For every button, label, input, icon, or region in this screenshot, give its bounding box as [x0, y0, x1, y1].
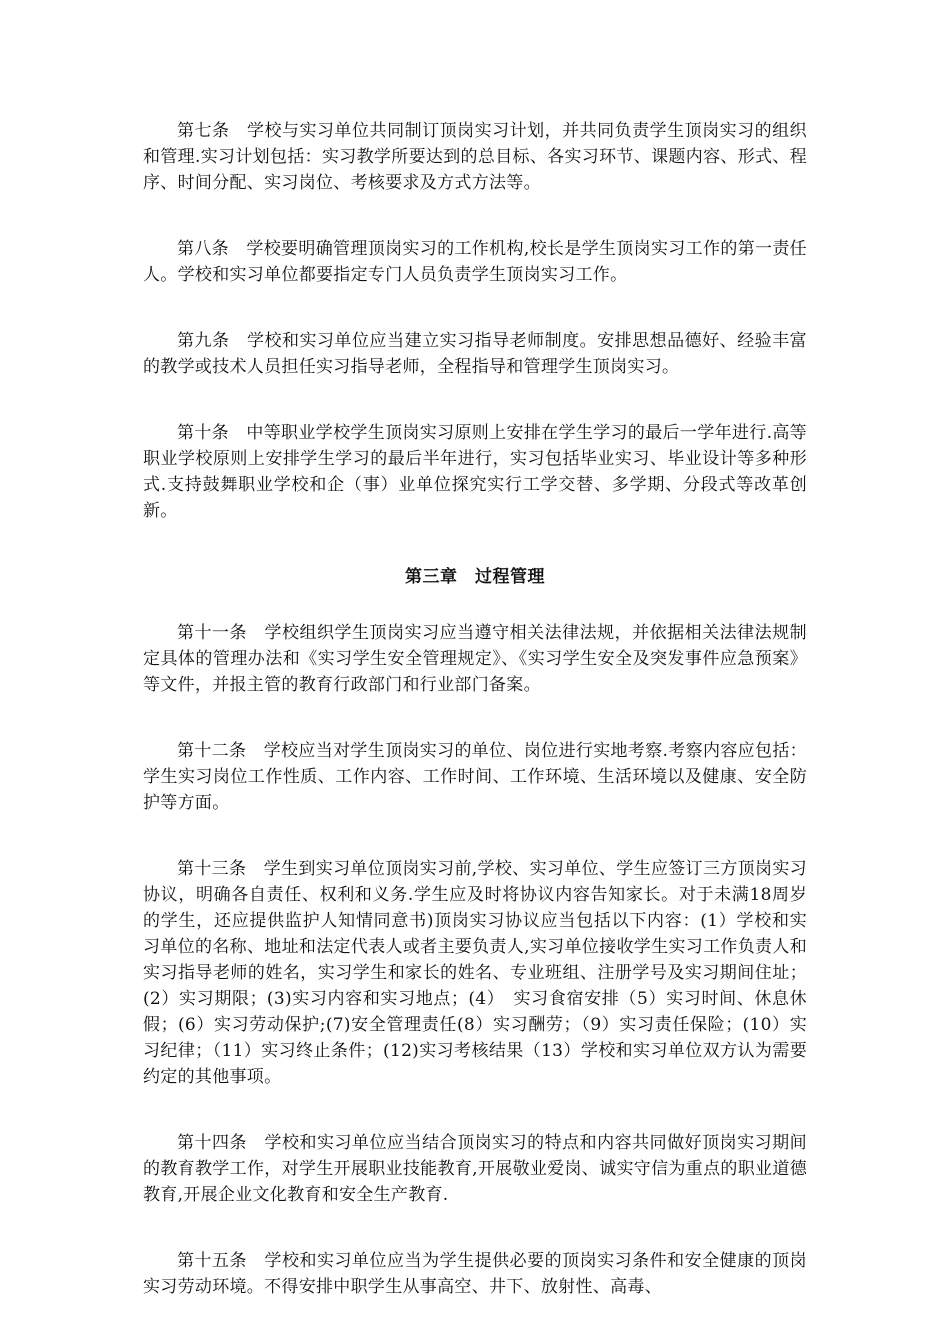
article-12: 第十二条 学校应当对学生顶岗实习的单位、岗位进行实地考察.考察内容应包括：学生实习岗位工作性质、工作内容、工作时间、工作环境、生活环境以及健康、安全防护等方面。: [143, 741, 807, 813]
article-9: 第九条 学校和实习单位应当建立实习指导老师制度。安排思想品德好、经验丰富的教学或技术人员担任实习指导老师，全程指导和管理学生顶岗实习。: [143, 331, 807, 377]
article-10: 第十条 中等职业学校学生顶岗实习原则上安排在学生学习的最后一学年进行.高等职业学校原则上安排学生学习的最后半年进行，实习包括毕业实习、毕业设计等多种形式.支持鼓舞职业学校和企（事）业单位探究实行工学交替、多学期、分段式等改革创新。: [143, 423, 807, 521]
article-15: 第十五条 学校和实习单位应当为学生提供必要的顶岗实习条件和安全健康的顶岗实习劳动环境。不得安排中职学生从事高空、井下、放射性、高毒、: [143, 1251, 807, 1297]
article-14: 第十四条 学校和实习单位应当结合顶岗实习的特点和内容共同做好顶岗实习期间的教育教学工作，对学生开展职业技能教育,开展敬业爱岗、诚实守信为重点的职业道德教育,开展企业文化教育和安全生产教育.: [143, 1133, 807, 1205]
chapter-title: 第三章 过程管理: [405, 567, 545, 587]
document-page: [143, 118, 807, 1340]
article-13: 第十三条 学生到实习单位顶岗实习前,学校、实习单位、学生应签订三方顶岗实习协议，明确各自责任、权利和义务.学生应及时将协议内容告知家长。对于未满18周岁的学生，还应提供监护人知情同意书)顶岗实习协议应当包括以下内容：(1）学校和实习单位的名称、地址和法定代表人或者主要负责人,实习单位接收学生实习工作负责人和实习指导老师的姓名，实习学生和家长的姓名、专业班组、注册学号及实习期间住址；(2）实习期限；(3)实习内容和实习地点；(4） 实习食宿安排（5）实习时间、休息休假；(6）实习劳动保护;(7)安全管理责任(8）实习酬劳；（9）实习责任保险；(10）实习纪律；（11）实习终止条件；(12)实习考核结果（13）学校和实习单位双方认为需要约定的其他事项。: [143, 859, 807, 1087]
article-7: 第七条 学校与实习单位共同制订顶岗实习计划，并共同负责学生顶岗实习的组织和管理.实习计划包括：实习教学所要达到的总目标、各实习环节、课题内容、形式、程序、时间分配、实习岗位、考核要求及方式方法等。: [143, 121, 807, 193]
article-8: 第八条 学校要明确管理顶岗实习的工作机构,校长是学生顶岗实习工作的第一责任人。学校和实习单位都要指定专门人员负责学生顶岗实习工作。: [143, 239, 807, 285]
article-11: 第十一条 学校组织学生顶岗实习应当遵守相关法律法规，并依据相关法律法规制定具体的管理办法和《实习学生安全管理规定》、《实习学生安全及突发事件应急预案》等文件，并报主管的教育行政部门和行业部门备案。: [143, 623, 807, 695]
